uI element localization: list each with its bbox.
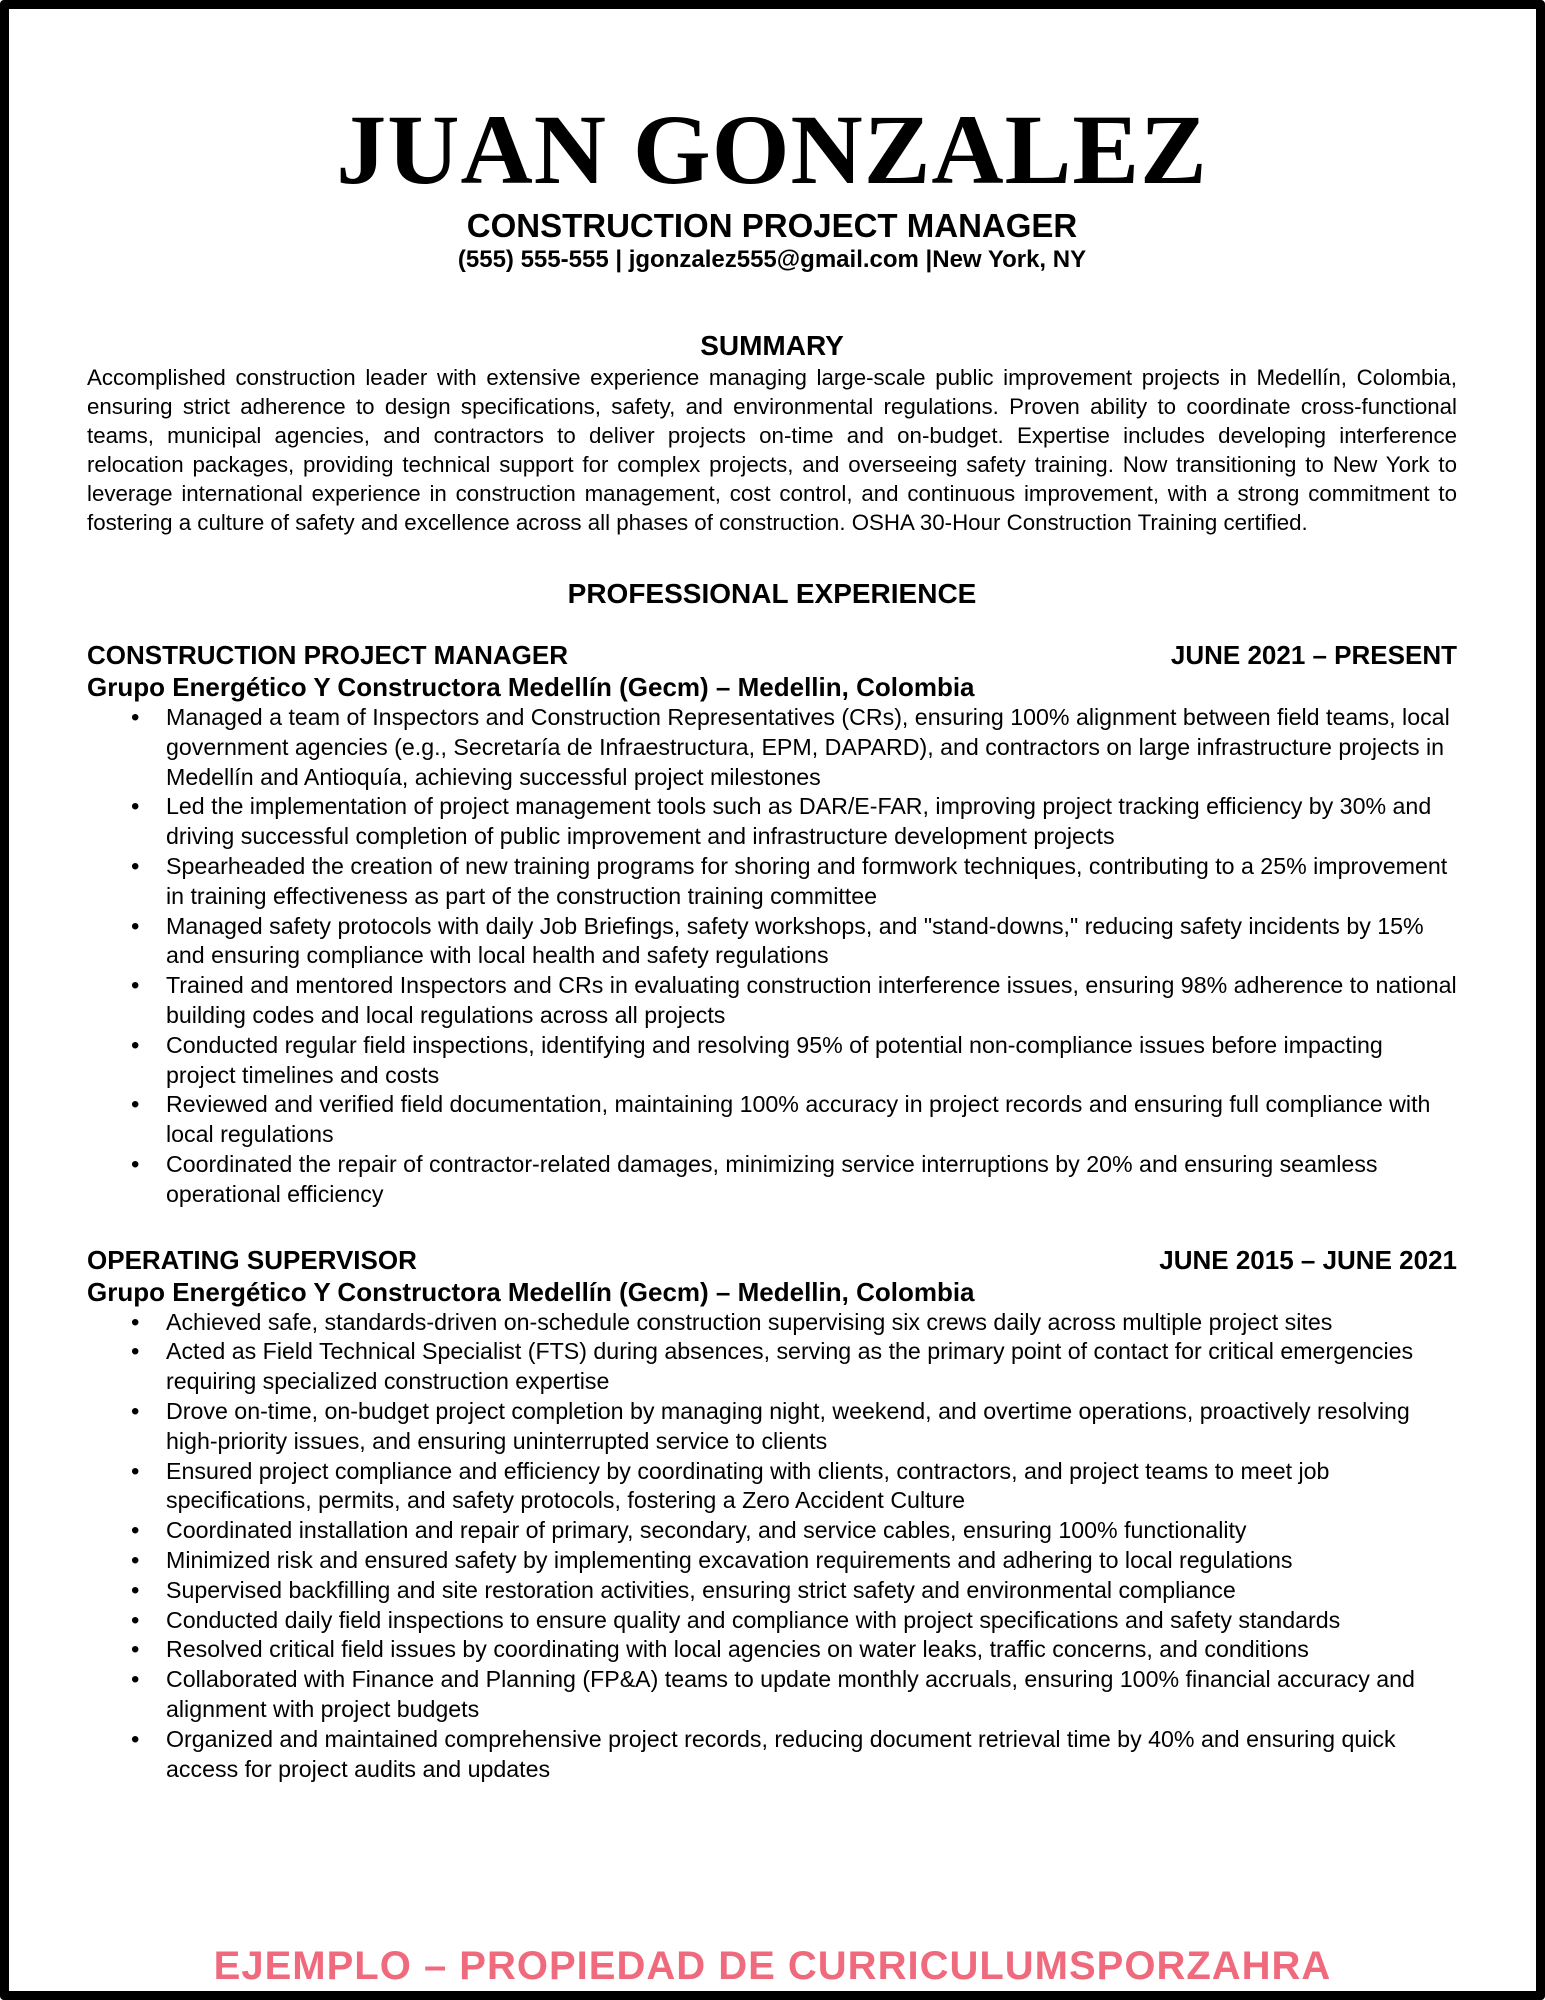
job-bullet: • Resolved critical field issues by coordinating with local agencies on water leaks, traffic concerns, and conditions bbox=[166, 1635, 1457, 1665]
job-bullet: • Led the implementation of project management tools such as DAR/E-FAR, improving project tracking efficiency by 30% and driving successful completion of public improvement and infrastructure development projects bbox=[166, 792, 1457, 852]
job-bullet: • Coordinated installation and repair of primary, secondary, and service cables, ensuring 100% functionality bbox=[166, 1516, 1457, 1546]
summary-heading: SUMMARY bbox=[700, 330, 844, 361]
job-entry-2 bbox=[87, 1244, 1457, 1785]
job-bullet: • Managed a team of Inspectors and Construction Representatives (CRs), ensuring 100% alignment between field teams, local government agencies (e.g., Secretaría de Infraestructura, EPM, DAPARD), and contractors on large infrastructure projects in Medellín and Antioquía, achieving successful project milestones bbox=[166, 703, 1457, 792]
job-dates: JUNE 2021 – PRESENT bbox=[1170, 640, 1457, 670]
job-role: OPERATING SUPERVISOR bbox=[87, 1244, 417, 1275]
job-dates: JUNE 2015 – JUNE 2021 bbox=[1159, 1244, 1457, 1275]
job-bullet: • Conducted daily field inspections to ensure quality and compliance with project specifications and safety standards bbox=[166, 1606, 1457, 1636]
job-header bbox=[87, 639, 1457, 671]
job-bullets bbox=[87, 703, 1457, 1210]
job-bullet: • Reviewed and verified field documentation, maintaining 100% accuracy in project records and ensuring full compliance with local regulations bbox=[166, 1090, 1457, 1150]
job-bullet: • Collaborated with Finance and Planning (FP&A) teams to update monthly accruals, ensuring 100% financial accuracy and alignment with project budgets bbox=[166, 1665, 1457, 1725]
job-bullet: • Managed safety protocols with daily Job Briefings, safety workshops, and "stand-downs," reducing safety incidents by 15% and ensuring compliance with local health and safety regulations bbox=[166, 912, 1457, 972]
job-role: CONSTRUCTION PROJECT MANAGER bbox=[87, 640, 569, 670]
job-bullet: • Organized and maintained comprehensive project records, reducing document retrieval time by 40% and ensuring quick access for project audits and updates bbox=[166, 1725, 1457, 1785]
job-company: Grupo Energético Y Constructora Medellín (Gecm) – Medellin, Colombia bbox=[87, 672, 975, 702]
job-bullet: • Achieved safe, standards-driven on-schedule construction supervising six crews daily across multiple project sites bbox=[166, 1308, 1457, 1338]
job-bullet: • Conducted regular field inspections, identifying and resolving 95% of potential non-compliance issues before impacting project timelines and costs bbox=[166, 1031, 1457, 1091]
job-company: Grupo Energético Y Constructora Medellín (Gecm) – Medellin, Colombia bbox=[87, 1276, 975, 1307]
job-header bbox=[87, 1244, 1457, 1276]
job-bullet: • Supervised backfilling and site restoration activities, ensuring strict safety and environmental compliance bbox=[166, 1576, 1457, 1606]
job-bullet: • Coordinated the repair of contractor-related damages, minimizing service interruptions by 20% and ensuring seamless operational efficiency bbox=[166, 1150, 1457, 1210]
candidate-title: CONSTRUCTION PROJECT MANAGER bbox=[466, 207, 1078, 244]
experience-heading: PROFESSIONAL EXPERIENCE bbox=[567, 578, 977, 609]
job-entry-1 bbox=[87, 639, 1457, 1210]
resume-page bbox=[87, 95, 1457, 1784]
job-bullet: • Acted as Field Technical Specialist (FTS) during absences, serving as the primary point of contact for critical emergencies requiring specialized construction expertise bbox=[166, 1337, 1457, 1397]
job-bullet: • Trained and mentored Inspectors and CRs in evaluating construction interference issues, ensuring 98% adherence to national building codes and local regulations across all projects bbox=[166, 971, 1457, 1031]
job-bullet: • Drove on-time, on-budget project completion by managing night, weekend, and overtime operations, proactively resolving high-priority issues, and ensuring uninterrupted service to clients bbox=[166, 1397, 1457, 1457]
watermark-text: EJEMPLO – PROPIEDAD DE CURRICULUMSPORZAHRA bbox=[213, 1944, 1332, 1988]
summary-text: Accomplished construction leader with extensive experience managing large-scale public improvement projects in Medellín, Colombia, ensuring strict adherence to design specifications, safety, and environmental regulations. Proven ability to coordinate cross-functional teams, municipal agencies, and contractors to deliver projects on-time and on-budget. Expertise includes developing interference relocation packages, providing technical support for complex projects, and overseeing safety training. Now transitioning to New York to leverage international experience in construction management, cost control, and continuous improvement, with a strong commitment to fostering a culture of safety and excellence across all phases of construction. OSHA 30-Hour Construction Training certified. bbox=[87, 365, 1457, 535]
job-bullets bbox=[87, 1308, 1457, 1785]
candidate-name: JUAN GONZALEZ bbox=[336, 94, 1208, 205]
contact-line: (555) 555-555 | jgonzalez555@gmail.com |New York, NY bbox=[457, 246, 1087, 273]
job-bullet: • Ensured project compliance and efficiency by coordinating with clients, contractors, and project teams to meet job specifications, permits, and safety protocols, fostering a Zero Accident Culture bbox=[166, 1457, 1457, 1517]
job-bullet: • Minimized risk and ensured safety by implementing excavation requirements and adhering to local regulations bbox=[166, 1546, 1457, 1576]
job-bullet: • Spearheaded the creation of new training programs for shoring and formwork techniques, contributing to a 25% improvement in training effectiveness as part of the construction training committee bbox=[166, 852, 1457, 912]
